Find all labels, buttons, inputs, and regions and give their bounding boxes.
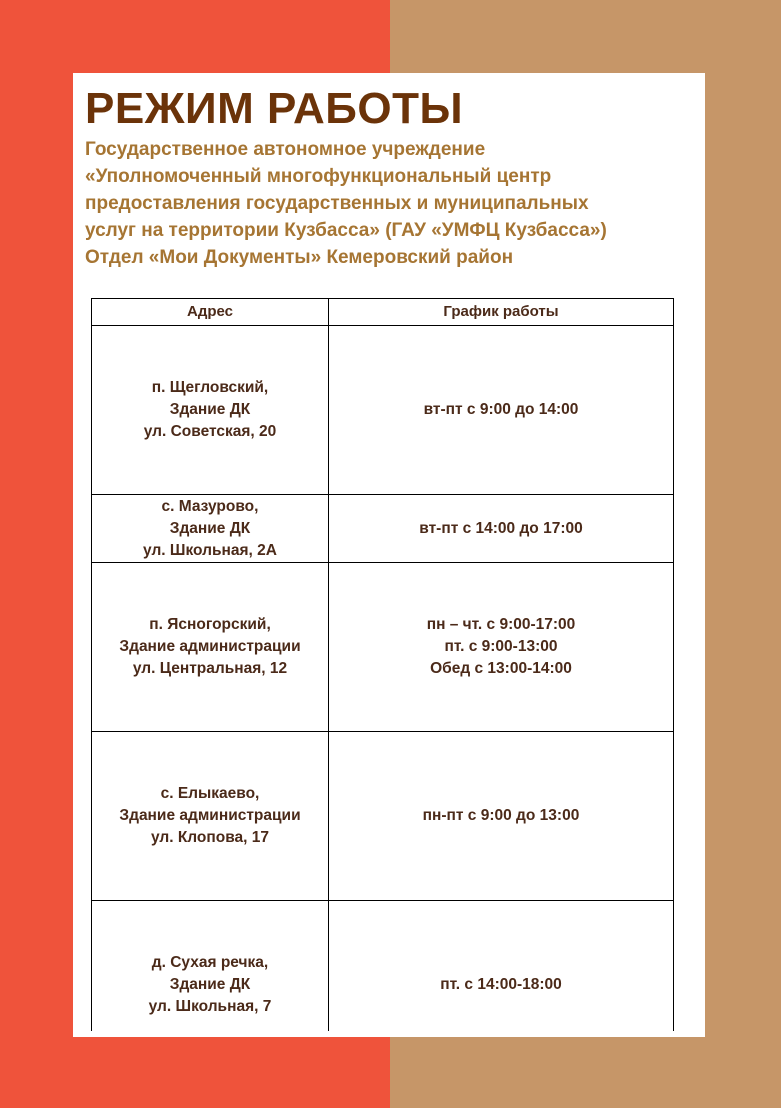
table-row: [92, 495, 674, 563]
schedule-table: [91, 298, 674, 1037]
address-line: Здание администрации: [119, 638, 301, 655]
address-line: ул. Советская, 20: [143, 423, 277, 440]
table-row: [92, 563, 674, 732]
schedule-line: пт. с 9:00-13:00: [444, 638, 558, 655]
header-schedule: График работы: [329, 299, 674, 326]
address-line: Здание администрации: [119, 807, 301, 824]
table-header-row: [92, 299, 674, 326]
subtitle-line: предоставления государственных и муниципальных: [85, 193, 589, 214]
subtitle-line: Государственное автономное учреждение: [85, 139, 486, 160]
address-cell: [92, 901, 329, 1038]
address-cell: [92, 563, 329, 732]
subtitle-line: услуг на территории Кузбасса» (ГАУ «УМФЦ Кузбасса»): [85, 220, 607, 241]
schedule-cell: [329, 563, 674, 732]
address-line: п. Ясногорский,: [149, 616, 271, 633]
schedule-line: Обед с 13:00-14:00: [430, 660, 572, 677]
address-line: д. Сухая речка,: [151, 954, 269, 971]
table-row: [92, 732, 674, 901]
address-cell: [92, 495, 329, 563]
address-cell: [92, 732, 329, 901]
address-line: ул. Центральная, 12: [132, 660, 288, 677]
schedule-line: пн-пт с 9:00 до 13:00: [422, 807, 580, 824]
schedule-cell: [329, 901, 674, 1038]
organization-name: [85, 136, 607, 271]
schedule-cell: [329, 732, 674, 901]
address-cell: [92, 326, 329, 495]
page-title: РЕЖИМ РАБОТЫ: [85, 84, 464, 133]
schedule-cell: [329, 326, 674, 495]
card-bottom-edge: [73, 1031, 705, 1037]
address-line: Здание ДК: [169, 519, 251, 537]
schedule-card: [73, 73, 705, 1037]
address-line: п. Щегловский,: [151, 379, 269, 396]
table-row: [92, 901, 674, 1038]
schedule-cell: [329, 495, 674, 563]
schedule-line: пн – чт. с 9:00-17:00: [426, 616, 576, 633]
address-line: ул. Школьная, 2А: [143, 541, 277, 559]
table-row: [92, 326, 674, 495]
address-line: ул. Клопова, 17: [150, 829, 270, 846]
address-line: с. Елыкаево,: [160, 785, 260, 802]
schedule-line: пт. с 14:00-18:00: [440, 976, 562, 993]
schedule-line: вт-пт с 14:00 до 17:00: [419, 519, 583, 537]
address-line: ул. Школьная, 7: [148, 998, 272, 1015]
subtitle-line: Отдел «Мои Документы» Кемеровский район: [85, 247, 514, 268]
header-address: Адрес: [92, 299, 329, 326]
schedule-line: вт-пт с 9:00 до 14:00: [423, 401, 579, 418]
subtitle-line: «Уполномоченный многофункциональный центр: [85, 166, 552, 187]
address-line: Здание ДК: [169, 401, 251, 418]
address-line: с. Мазурово,: [161, 497, 259, 515]
address-line: Здание ДК: [169, 976, 251, 993]
